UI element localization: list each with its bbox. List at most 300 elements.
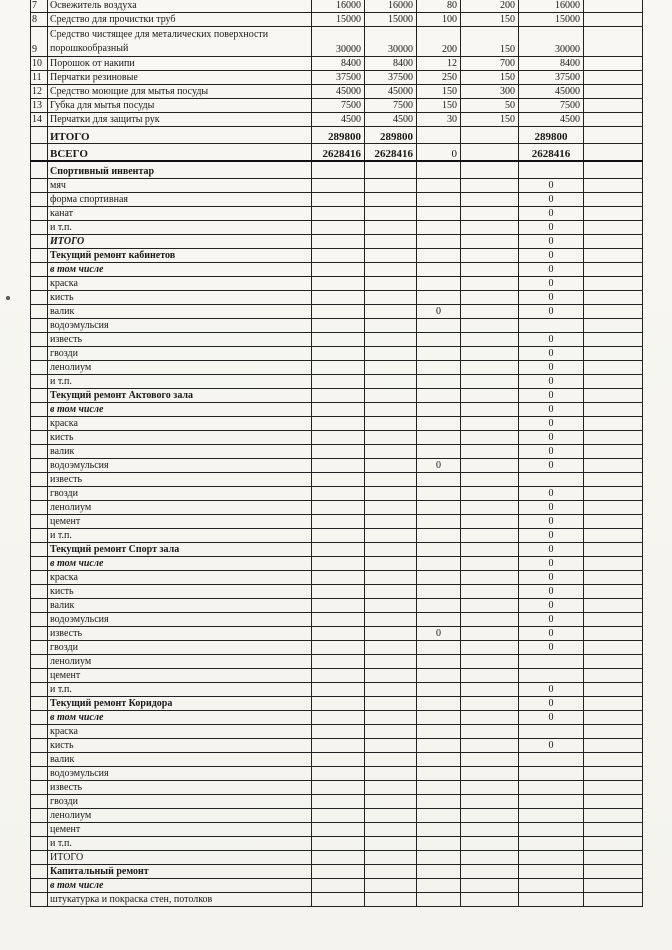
unit-price xyxy=(461,403,519,417)
unit-price xyxy=(461,161,519,179)
amount-planned: 30000 xyxy=(312,27,365,57)
amount-total: 0 xyxy=(519,431,584,445)
amount-total: 0 xyxy=(519,389,584,403)
extra-cell xyxy=(584,781,643,795)
amount-total xyxy=(519,837,584,851)
amount-approved xyxy=(365,319,417,333)
amount-planned xyxy=(312,417,365,431)
row-number xyxy=(31,501,48,515)
row-number xyxy=(31,515,48,529)
amount-approved: 37500 xyxy=(365,71,417,85)
table-row xyxy=(31,753,643,767)
table-row xyxy=(31,781,643,795)
quantity xyxy=(417,641,461,655)
table-row xyxy=(31,71,643,85)
amount-planned xyxy=(312,305,365,319)
amount-planned xyxy=(312,249,365,263)
quantity xyxy=(417,235,461,249)
amount-total: 45000 xyxy=(519,85,584,99)
unit-price xyxy=(461,725,519,739)
row-number xyxy=(31,557,48,571)
unit-price: 200 xyxy=(461,0,519,13)
quantity xyxy=(417,431,461,445)
amount-planned xyxy=(312,543,365,557)
item-name: кисть xyxy=(48,291,312,305)
unit-price xyxy=(461,851,519,865)
amount-planned xyxy=(312,781,365,795)
table-row xyxy=(31,711,643,725)
amount-approved xyxy=(365,823,417,837)
amount-approved xyxy=(365,431,417,445)
table-row xyxy=(31,473,643,487)
quantity: 150 xyxy=(417,85,461,99)
table-row xyxy=(31,99,643,113)
extra-cell xyxy=(584,389,643,403)
amount-approved: 45000 xyxy=(365,85,417,99)
table-row xyxy=(31,809,643,823)
table-row xyxy=(31,0,643,13)
amount-total: 0 xyxy=(519,711,584,725)
amount-planned xyxy=(312,599,365,613)
amount-total: 289800 xyxy=(519,127,584,144)
amount-planned: 8400 xyxy=(312,57,365,71)
item-name: гвозди xyxy=(48,347,312,361)
table-row xyxy=(31,389,643,403)
amount-approved xyxy=(365,613,417,627)
amount-total: 0 xyxy=(519,193,584,207)
row-number xyxy=(31,221,48,235)
quantity xyxy=(417,291,461,305)
amount-total xyxy=(519,767,584,781)
extra-cell xyxy=(584,837,643,851)
table-body xyxy=(31,0,643,907)
extra-cell xyxy=(584,753,643,767)
amount-total: 15000 xyxy=(519,13,584,27)
amount-approved: 2628416 xyxy=(365,144,417,162)
row-number xyxy=(31,809,48,823)
item-name: водоэмульсия xyxy=(48,459,312,473)
amount-approved xyxy=(365,375,417,389)
table-row xyxy=(31,739,643,753)
unit-price xyxy=(461,893,519,907)
unit-price xyxy=(461,319,519,333)
amount-total xyxy=(519,851,584,865)
quantity xyxy=(417,263,461,277)
table-row xyxy=(31,403,643,417)
extra-cell xyxy=(584,767,643,781)
amount-planned xyxy=(312,669,365,683)
table-row xyxy=(31,767,643,781)
row-number xyxy=(31,319,48,333)
quantity xyxy=(417,179,461,193)
extra-cell xyxy=(584,613,643,627)
unit-price xyxy=(461,127,519,144)
quantity xyxy=(417,809,461,823)
row-number xyxy=(31,683,48,697)
extra-cell xyxy=(584,823,643,837)
extra-cell xyxy=(584,515,643,529)
item-name: валик xyxy=(48,305,312,319)
unit-price: 150 xyxy=(461,113,519,127)
amount-total: 0 xyxy=(519,529,584,543)
amount-approved xyxy=(365,277,417,291)
amount-total xyxy=(519,809,584,823)
quantity: 12 xyxy=(417,57,461,71)
amount-planned xyxy=(312,375,365,389)
unit-price xyxy=(461,221,519,235)
row-number xyxy=(31,375,48,389)
amount-planned xyxy=(312,161,365,179)
unit-price xyxy=(461,207,519,221)
unit-price xyxy=(461,487,519,501)
extra-cell xyxy=(584,739,643,753)
table-row xyxy=(31,655,643,669)
extra-cell xyxy=(584,725,643,739)
amount-total: 37500 xyxy=(519,71,584,85)
quantity xyxy=(417,669,461,683)
quantity xyxy=(417,347,461,361)
quantity xyxy=(417,697,461,711)
amount-approved xyxy=(365,501,417,515)
item-name: ленолиум xyxy=(48,655,312,669)
amount-total: 0 xyxy=(519,515,584,529)
row-number xyxy=(31,291,48,305)
item-name: и т.п. xyxy=(48,529,312,543)
amount-approved xyxy=(365,543,417,557)
quantity: 0 xyxy=(417,144,461,162)
amount-approved xyxy=(365,193,417,207)
amount-planned xyxy=(312,389,365,403)
amount-planned xyxy=(312,641,365,655)
amount-planned xyxy=(312,473,365,487)
amount-planned: 15000 xyxy=(312,13,365,27)
row-number xyxy=(31,403,48,417)
unit-price xyxy=(461,557,519,571)
extra-cell xyxy=(584,417,643,431)
amount-total: 0 xyxy=(519,403,584,417)
table-row xyxy=(31,669,643,683)
amount-approved xyxy=(365,571,417,585)
row-number xyxy=(31,613,48,627)
amount-planned xyxy=(312,683,365,697)
amount-approved xyxy=(365,207,417,221)
amount-planned xyxy=(312,879,365,893)
unit-price xyxy=(461,837,519,851)
quantity xyxy=(417,837,461,851)
item-name: Капитальный ремонт xyxy=(48,865,312,879)
amount-approved xyxy=(365,179,417,193)
item-name: и т.п. xyxy=(48,837,312,851)
quantity xyxy=(417,865,461,879)
item-name: Средство для прочистки труб xyxy=(48,13,312,27)
unit-price xyxy=(461,865,519,879)
quantity xyxy=(417,767,461,781)
extra-cell xyxy=(584,161,643,179)
unit-price xyxy=(461,879,519,893)
row-number xyxy=(31,543,48,557)
amount-planned xyxy=(312,403,365,417)
table-row xyxy=(31,179,643,193)
row-number xyxy=(31,193,48,207)
extra-cell xyxy=(584,431,643,445)
quantity: 0 xyxy=(417,627,461,641)
amount-planned: 2628416 xyxy=(312,144,365,162)
amount-planned xyxy=(312,263,365,277)
item-name: в том числе xyxy=(48,263,312,277)
item-name: кисть xyxy=(48,585,312,599)
table-row xyxy=(31,57,643,71)
amount-planned xyxy=(312,235,365,249)
item-name: известь xyxy=(48,781,312,795)
row-number xyxy=(31,823,48,837)
amount-planned xyxy=(312,319,365,333)
amount-total: 0 xyxy=(519,739,584,753)
extra-cell xyxy=(584,113,643,127)
quantity xyxy=(417,851,461,865)
unit-price: 150 xyxy=(461,71,519,85)
item-name: краска xyxy=(48,277,312,291)
amount-total: 2628416 xyxy=(519,144,584,162)
row-number xyxy=(31,263,48,277)
item-name: валик xyxy=(48,445,312,459)
item-name: Спортивный инвентар xyxy=(48,161,312,179)
unit-price xyxy=(461,445,519,459)
row-number xyxy=(31,445,48,459)
amount-approved xyxy=(365,235,417,249)
unit-price xyxy=(461,781,519,795)
quantity xyxy=(417,207,461,221)
row-number: 13 xyxy=(31,99,48,113)
row-number xyxy=(31,655,48,669)
amount-approved xyxy=(365,669,417,683)
amount-planned xyxy=(312,739,365,753)
item-name: ленолиум xyxy=(48,361,312,375)
row-number xyxy=(31,249,48,263)
item-name: известь xyxy=(48,473,312,487)
extra-cell xyxy=(584,85,643,99)
table-row xyxy=(31,543,643,557)
amount-total: 0 xyxy=(519,291,584,305)
amount-planned xyxy=(312,557,365,571)
table-row xyxy=(31,837,643,851)
extra-cell xyxy=(584,893,643,907)
quantity: 30 xyxy=(417,113,461,127)
amount-approved xyxy=(365,487,417,501)
amount-approved xyxy=(365,767,417,781)
table-row xyxy=(31,515,643,529)
quantity xyxy=(417,515,461,529)
item-name: кисть xyxy=(48,739,312,753)
amount-planned xyxy=(312,851,365,865)
row-number xyxy=(31,235,48,249)
amount-planned xyxy=(312,865,365,879)
unit-price xyxy=(461,571,519,585)
table-row xyxy=(31,27,643,57)
extra-cell xyxy=(584,361,643,375)
unit-price: 150 xyxy=(461,27,519,57)
amount-planned xyxy=(312,529,365,543)
extra-cell xyxy=(584,557,643,571)
quantity xyxy=(417,781,461,795)
unit-price xyxy=(461,809,519,823)
extra-cell xyxy=(584,571,643,585)
amount-approved xyxy=(365,893,417,907)
amount-planned xyxy=(312,697,365,711)
table-row xyxy=(31,557,643,571)
amount-total: 0 xyxy=(519,697,584,711)
amount-approved xyxy=(365,161,417,179)
unit-price xyxy=(461,263,519,277)
quantity xyxy=(417,193,461,207)
table-row xyxy=(31,235,643,249)
item-name: Губка для мытья посуды xyxy=(48,99,312,113)
amount-planned xyxy=(312,767,365,781)
table-row xyxy=(31,249,643,263)
amount-approved xyxy=(365,697,417,711)
extra-cell xyxy=(584,179,643,193)
amount-planned xyxy=(312,333,365,347)
row-number xyxy=(31,851,48,865)
item-name: цемент xyxy=(48,669,312,683)
table-row xyxy=(31,431,643,445)
table-row xyxy=(31,305,643,319)
table-row xyxy=(31,865,643,879)
amount-planned xyxy=(312,627,365,641)
amount-planned xyxy=(312,893,365,907)
item-name: цемент xyxy=(48,823,312,837)
row-number xyxy=(31,781,48,795)
unit-price: 300 xyxy=(461,85,519,99)
amount-total xyxy=(519,319,584,333)
amount-approved xyxy=(365,291,417,305)
unit-price xyxy=(461,529,519,543)
quantity xyxy=(417,823,461,837)
extra-cell xyxy=(584,0,643,13)
row-number xyxy=(31,207,48,221)
row-number xyxy=(31,144,48,162)
table-row xyxy=(31,445,643,459)
table-row xyxy=(31,221,643,235)
amount-total: 0 xyxy=(519,361,584,375)
table-row xyxy=(31,725,643,739)
row-number xyxy=(31,739,48,753)
extra-cell xyxy=(584,473,643,487)
quantity: 200 xyxy=(417,27,461,57)
unit-price xyxy=(461,347,519,361)
unit-price xyxy=(461,235,519,249)
item-name: Текущий ремонт Коридора xyxy=(48,697,312,711)
row-number xyxy=(31,837,48,851)
quantity xyxy=(417,739,461,753)
amount-planned xyxy=(312,515,365,529)
amount-total: 0 xyxy=(519,235,584,249)
row-number: 7 xyxy=(31,0,48,13)
unit-price xyxy=(461,305,519,319)
amount-approved: 15000 xyxy=(365,13,417,27)
amount-approved xyxy=(365,459,417,473)
item-name: цемент xyxy=(48,515,312,529)
item-name: и т.п. xyxy=(48,683,312,697)
unit-price xyxy=(461,501,519,515)
amount-approved xyxy=(365,249,417,263)
quantity xyxy=(417,599,461,613)
amount-approved xyxy=(365,627,417,641)
quantity xyxy=(417,249,461,263)
quantity xyxy=(417,529,461,543)
quantity xyxy=(417,753,461,767)
amount-planned xyxy=(312,725,365,739)
item-name: штукатурка и покраска стен, потолков xyxy=(48,893,312,907)
item-name: ВСЕГО xyxy=(48,144,312,162)
item-name: гвозди xyxy=(48,641,312,655)
amount-planned xyxy=(312,193,365,207)
table-row xyxy=(31,571,643,585)
unit-price xyxy=(461,585,519,599)
quantity xyxy=(417,879,461,893)
amount-approved xyxy=(365,599,417,613)
row-number xyxy=(31,641,48,655)
table-row xyxy=(31,697,643,711)
amount-planned xyxy=(312,431,365,445)
amount-approved xyxy=(365,753,417,767)
quantity xyxy=(417,725,461,739)
table-row xyxy=(31,85,643,99)
unit-price xyxy=(461,669,519,683)
amount-planned: 4500 xyxy=(312,113,365,127)
unit-price: 50 xyxy=(461,99,519,113)
table-row xyxy=(31,291,643,305)
quantity xyxy=(417,557,461,571)
table-row xyxy=(31,193,643,207)
table-row xyxy=(31,113,643,127)
extra-cell xyxy=(584,347,643,361)
item-name: Текущий ремонт кабинетов xyxy=(48,249,312,263)
amount-total xyxy=(519,725,584,739)
extra-cell xyxy=(584,585,643,599)
quantity xyxy=(417,613,461,627)
amount-approved xyxy=(365,837,417,851)
row-number xyxy=(31,459,48,473)
table-row xyxy=(31,641,643,655)
row-number: 12 xyxy=(31,85,48,99)
quantity xyxy=(417,361,461,375)
amount-approved xyxy=(365,445,417,459)
item-name: ИТОГО xyxy=(48,235,312,249)
amount-approved xyxy=(365,683,417,697)
quantity: 0 xyxy=(417,305,461,319)
extra-cell xyxy=(584,529,643,543)
extra-cell xyxy=(584,193,643,207)
amount-approved xyxy=(365,221,417,235)
extra-cell xyxy=(584,305,643,319)
row-number: 11 xyxy=(31,71,48,85)
amount-planned xyxy=(312,291,365,305)
quantity xyxy=(417,893,461,907)
amount-approved: 8400 xyxy=(365,57,417,71)
item-name: валик xyxy=(48,599,312,613)
amount-approved xyxy=(365,795,417,809)
row-number xyxy=(31,277,48,291)
unit-price xyxy=(461,333,519,347)
amount-planned xyxy=(312,809,365,823)
unit-price xyxy=(461,823,519,837)
unit-price xyxy=(461,613,519,627)
unit-price: 700 xyxy=(461,57,519,71)
extra-cell xyxy=(584,71,643,85)
row-number xyxy=(31,767,48,781)
item-name: известь xyxy=(48,333,312,347)
amount-total: 0 xyxy=(519,263,584,277)
